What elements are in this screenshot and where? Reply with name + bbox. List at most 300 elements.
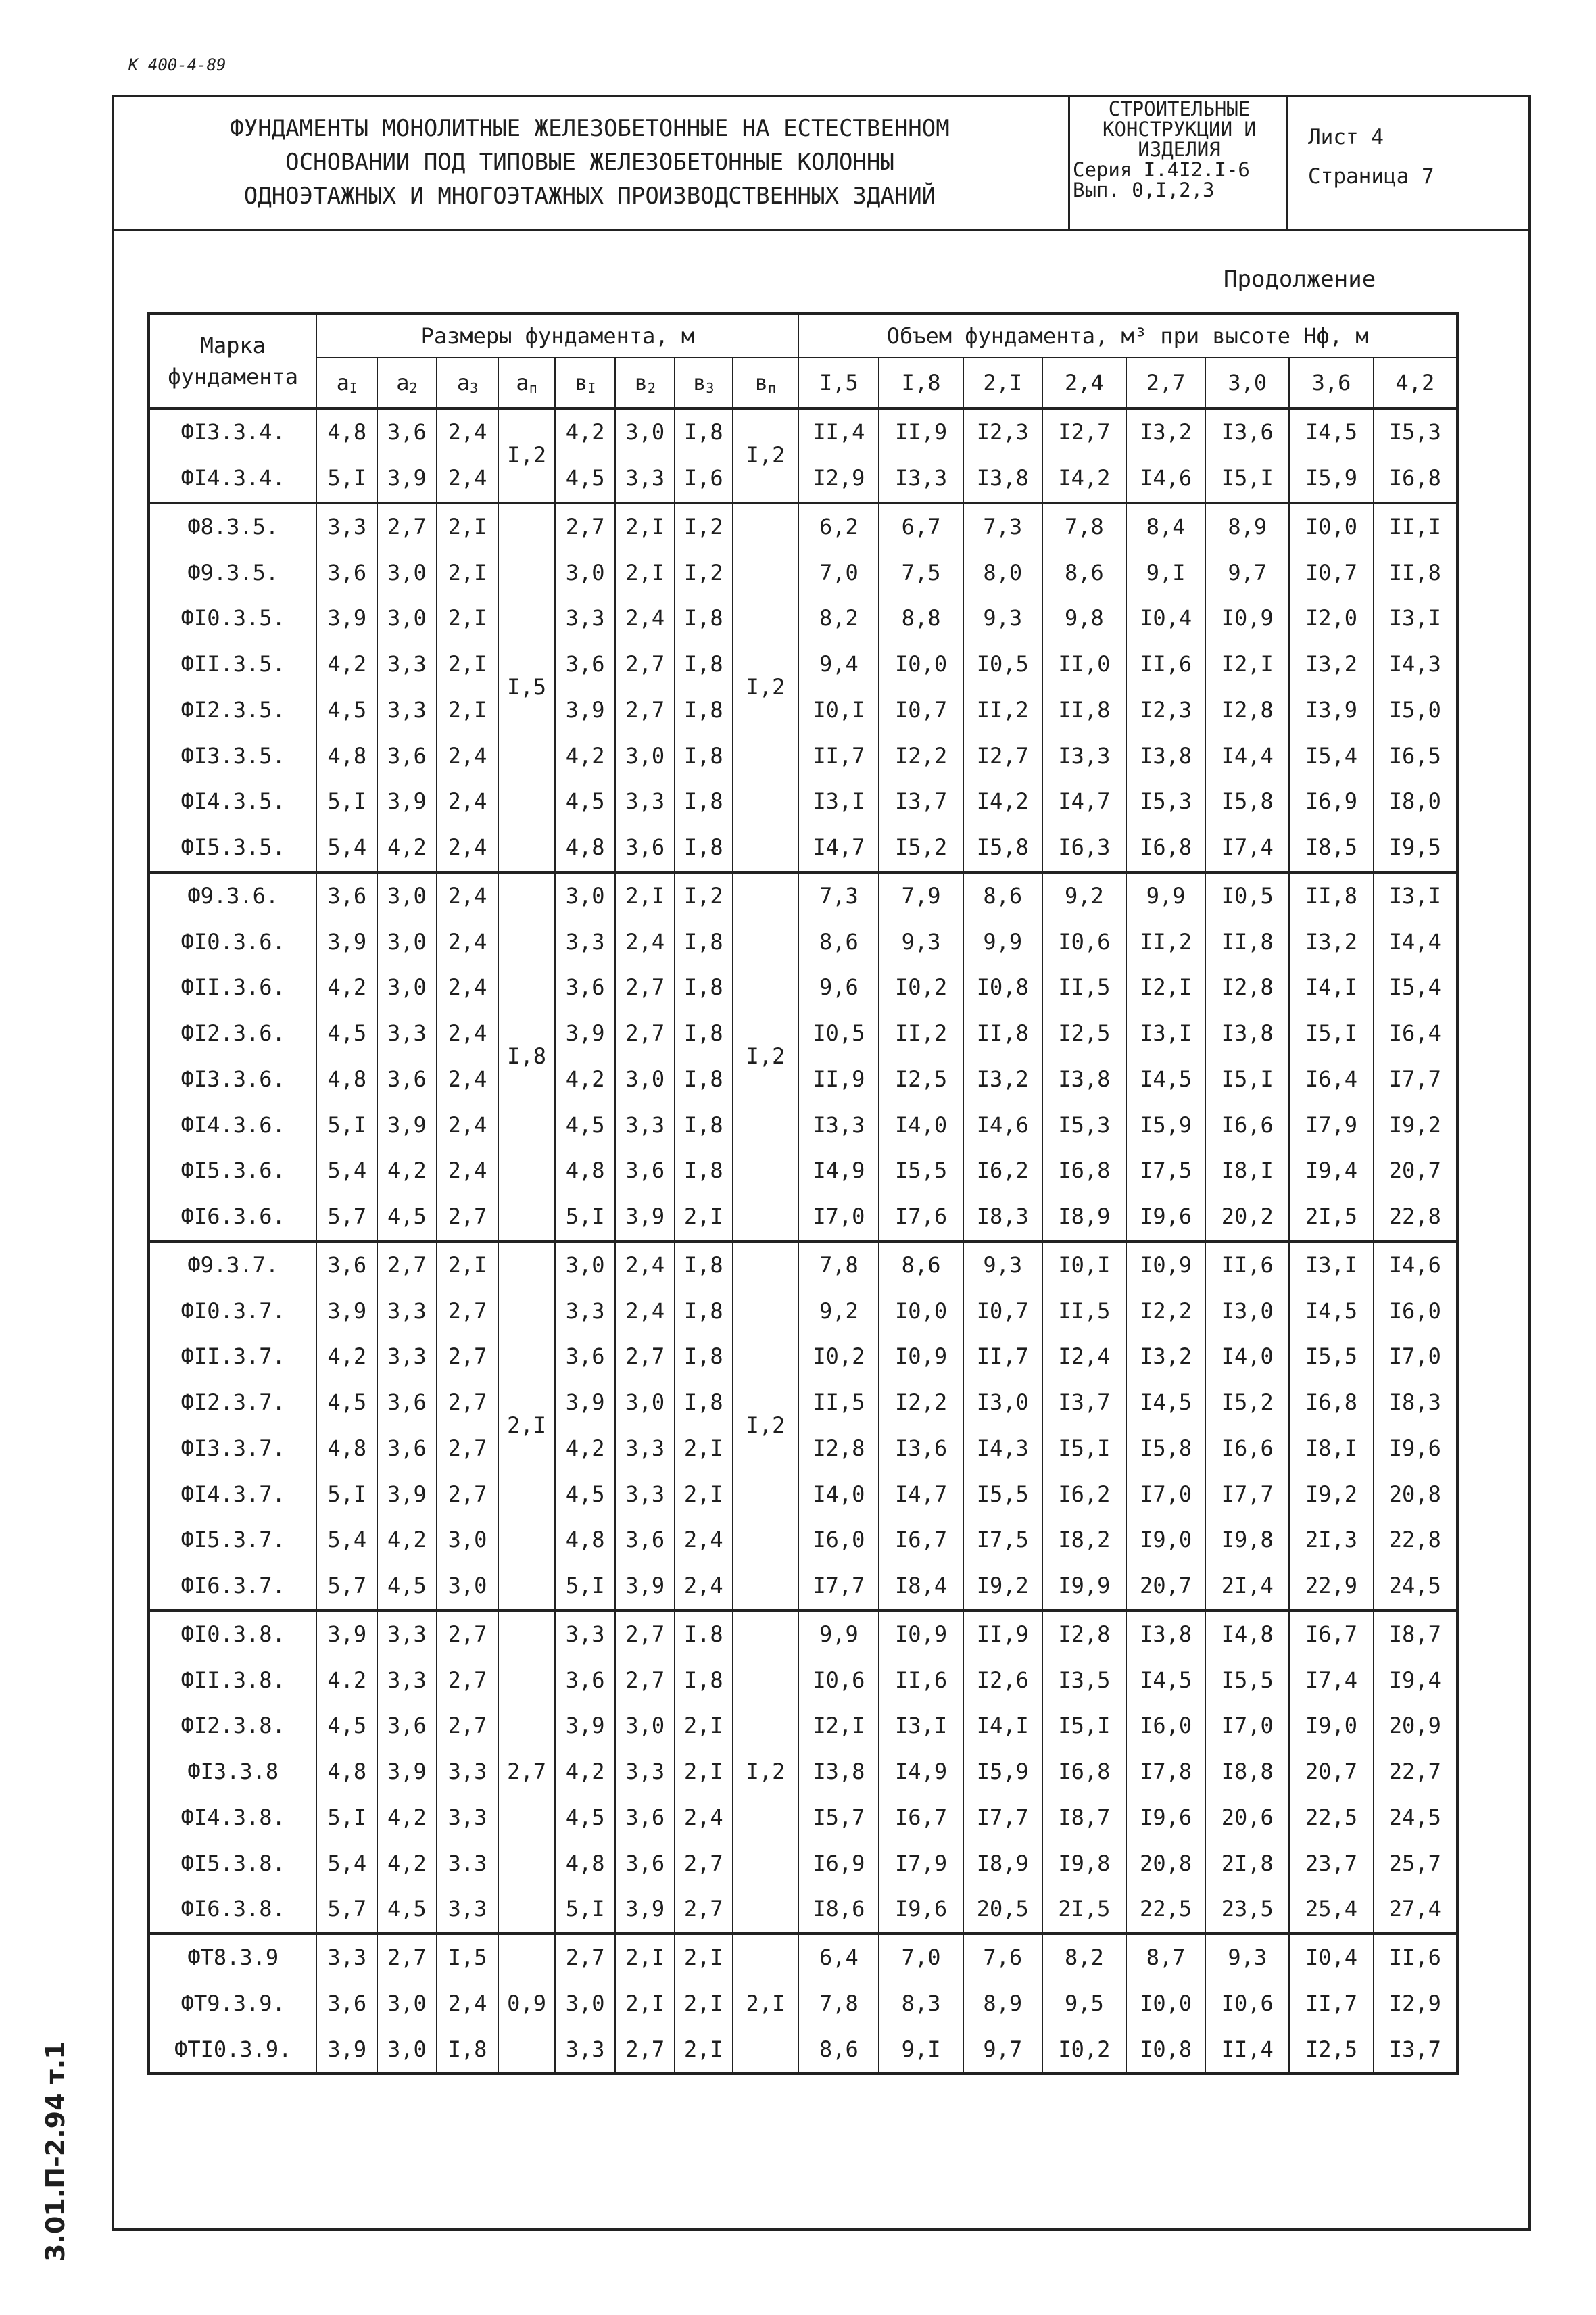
b3-cell: I,8 — [675, 1380, 733, 1426]
volume-cell: I5,9 — [1126, 1102, 1205, 1148]
volume-cell: I6,0 — [1374, 1288, 1457, 1334]
a3-cell: 3,0 — [437, 1563, 499, 1610]
volume-cell: I6,7 — [1289, 1610, 1373, 1658]
volume-cell: I6,3 — [1042, 825, 1126, 872]
volume-cell: I4,6 — [963, 1102, 1042, 1148]
volume-cell: I3,I — [798, 779, 879, 825]
b2-cell: 2,I — [615, 503, 675, 550]
volume-cell: I7,5 — [1126, 1148, 1205, 1194]
volume-cell: 9,8 — [1042, 596, 1126, 642]
a1-cell: 3,9 — [316, 919, 377, 965]
table-row — [149, 1380, 1457, 1426]
b2-cell: 2,7 — [615, 1610, 675, 1658]
mark-cell: ФI5.3.7. — [149, 1517, 316, 1563]
mark-cell: ФI0.3.6. — [149, 919, 316, 965]
b1-cell: 3,6 — [555, 642, 616, 688]
height-col-header: 3,0 — [1205, 358, 1289, 408]
volume-cell: I4,3 — [1374, 642, 1457, 688]
volume-cell: I9,2 — [1374, 1102, 1457, 1148]
volume-cell: I6,4 — [1374, 1011, 1457, 1057]
volume-cell: 8,6 — [1042, 550, 1126, 596]
a2-cell: 4,5 — [377, 1563, 437, 1610]
a2-cell: 3,0 — [377, 919, 437, 965]
a1-cell: 3,3 — [316, 503, 377, 550]
a1-cell: 4,2 — [316, 1334, 377, 1380]
volume-cell: I5,5 — [1289, 1334, 1373, 1380]
ap-cell: 0,9 — [498, 1934, 555, 2074]
table-row — [149, 1241, 1457, 1289]
mark-cell: ФI4.3.7. — [149, 1471, 316, 1517]
volume-cell: I6,6 — [1205, 1426, 1289, 1472]
b1-cell: 4,2 — [555, 733, 616, 779]
volume-cell: I2,6 — [963, 1657, 1042, 1703]
volume-cell: 20,8 — [1374, 1471, 1457, 1517]
volume-cell: I0,8 — [1126, 2026, 1205, 2074]
volume-cell: 7,9 — [879, 872, 963, 920]
volume-cell: 24,5 — [1374, 1563, 1457, 1610]
volume-cell: 8,6 — [798, 2026, 879, 2074]
volume-cell: 6,2 — [798, 503, 879, 550]
height-col-header: 3,6 — [1289, 358, 1373, 408]
table-row — [149, 1840, 1457, 1886]
b3-cell: I,8 — [675, 1148, 733, 1194]
b1-cell: 5,I — [555, 1563, 616, 1610]
mark-cell: ФI5.3.5. — [149, 825, 316, 872]
mark-cell: ФII.3.6. — [149, 965, 316, 1011]
b1-cell: 3,3 — [555, 1288, 616, 1334]
a2-cell: 3,3 — [377, 1657, 437, 1703]
a1-cell: 4,8 — [316, 1057, 377, 1103]
mark-cell: ФI4.3.4. — [149, 456, 316, 503]
volume-cell: I6,8 — [1374, 456, 1457, 503]
volume-cell: II,5 — [798, 1380, 879, 1426]
b2-cell: 3,3 — [615, 456, 675, 503]
b1-cell: 3,0 — [555, 1241, 616, 1289]
volume-cell: I3,7 — [879, 779, 963, 825]
volume-cell: I7,7 — [963, 1795, 1042, 1841]
b1-cell: 4,5 — [555, 456, 616, 503]
volume-cell: I5,8 — [1205, 779, 1289, 825]
volume-cell: 7,3 — [798, 872, 879, 920]
volume-cell: I0,9 — [1126, 1241, 1205, 1289]
volume-cell: II,8 — [1374, 550, 1457, 596]
volume-cell: I7,9 — [879, 1840, 963, 1886]
b2-cell: 2,7 — [615, 2026, 675, 2074]
a1-cell: 4,5 — [316, 1380, 377, 1426]
volume-cell: I4,5 — [1289, 1288, 1373, 1334]
volume-cell: 20,7 — [1289, 1749, 1373, 1795]
volume-cell: I9,6 — [1126, 1194, 1205, 1241]
volume-cell: 7,6 — [963, 1934, 1042, 1981]
volume-cell: 25,7 — [1374, 1840, 1457, 1886]
title-line: ОСНОВАНИИ ПОД ТИПОВЫЕ ЖЕЛЕЗОБЕТОННЫЕ КОЛОННЫ — [285, 148, 894, 176]
volume-cell: II,8 — [1042, 688, 1126, 734]
volume-cell: I3,8 — [963, 456, 1042, 503]
header-volume: Объем фундамента, м³ при высоте Нф, м — [798, 314, 1457, 358]
volume-cell: 20,2 — [1205, 1194, 1289, 1241]
volume-cell: I5,5 — [963, 1471, 1042, 1517]
volume-cell: 9,4 — [798, 642, 879, 688]
header-dimensions: Размеры фундамента, м — [316, 314, 798, 358]
a3-cell: 2,7 — [437, 1657, 499, 1703]
a3-cell: 2,4 — [437, 408, 499, 456]
b3-cell: 2,I — [675, 1194, 733, 1241]
b1-cell: 4,8 — [555, 1517, 616, 1563]
b2-cell: 3,9 — [615, 1563, 675, 1610]
mark-cell: ФI2.3.5. — [149, 688, 316, 734]
volume-cell: II,6 — [1205, 1241, 1289, 1289]
table-row — [149, 1749, 1457, 1795]
volume-cell: 9,2 — [798, 1288, 879, 1334]
volume-cell: I7,0 — [1205, 1703, 1289, 1749]
volume-cell: I5,5 — [879, 1148, 963, 1194]
volume-cell: I8,8 — [1205, 1749, 1289, 1795]
volume-cell: I0,2 — [879, 965, 963, 1011]
volume-cell: I3,6 — [879, 1426, 963, 1472]
b1-cell: 3,3 — [555, 919, 616, 965]
volume-cell: I4,3 — [963, 1426, 1042, 1472]
volume-cell: 23,5 — [1205, 1886, 1289, 1934]
volume-cell: II,7 — [963, 1334, 1042, 1380]
volume-cell: I0,9 — [879, 1610, 963, 1658]
volume-cell: I5,0 — [1374, 688, 1457, 734]
mark-cell: Ф9.3.5. — [149, 550, 316, 596]
b1-cell: 4,2 — [555, 1749, 616, 1795]
volume-cell: I3,6 — [1205, 408, 1289, 456]
volume-cell: 8,8 — [879, 596, 963, 642]
a1-cell: 5,I — [316, 779, 377, 825]
height-col-header: I,5 — [798, 358, 879, 408]
b2-cell: 2,I — [615, 1981, 675, 2027]
a1-cell: 3,6 — [316, 550, 377, 596]
a2-cell: 3,9 — [377, 1749, 437, 1795]
table-row — [149, 1934, 1457, 1981]
volume-cell: 8,9 — [963, 1981, 1042, 2027]
a1-cell: 5,4 — [316, 1517, 377, 1563]
volume-cell: 7,5 — [879, 550, 963, 596]
a2-cell: 3,0 — [377, 872, 437, 920]
volume-cell: I4,0 — [1205, 1334, 1289, 1380]
a2-cell: 2,7 — [377, 503, 437, 550]
volume-cell: I3,9 — [1289, 688, 1373, 734]
b1-cell: 4,5 — [555, 779, 616, 825]
volume-cell: 9,9 — [963, 919, 1042, 965]
header-mark: Марка фундамента — [149, 314, 316, 408]
volume-cell: II,6 — [1126, 642, 1205, 688]
volume-cell: I3,8 — [1205, 1011, 1289, 1057]
volume-cell: I0,I — [1042, 1241, 1126, 1289]
b1-cell: 3,3 — [555, 596, 616, 642]
volume-cell: 20,5 — [963, 1886, 1042, 1934]
volume-cell: I4,5 — [1126, 1380, 1205, 1426]
volume-cell: 9,2 — [1042, 872, 1126, 920]
volume-cell: I2,I — [1126, 965, 1205, 1011]
a3-cell: 2,I — [437, 688, 499, 734]
a1-cell: 3,6 — [316, 1241, 377, 1289]
b3-cell: I,8 — [675, 1057, 733, 1103]
volume-cell: I9,0 — [1126, 1517, 1205, 1563]
b2-cell: 2,4 — [615, 919, 675, 965]
volume-cell: I0,9 — [879, 1334, 963, 1380]
b1-cell: 4,8 — [555, 1148, 616, 1194]
a3-cell: 2,7 — [437, 1334, 499, 1380]
table-row — [149, 1563, 1457, 1610]
volume-cell: I9,0 — [1289, 1703, 1373, 1749]
volume-cell: I0,I — [798, 688, 879, 734]
volume-cell: I3,3 — [1042, 733, 1126, 779]
b1-cell: 3,9 — [555, 1380, 616, 1426]
a2-cell: 3,0 — [377, 1981, 437, 2027]
volume-cell: I4,6 — [1374, 1241, 1457, 1289]
bp-cell: I,2 — [733, 1241, 799, 1610]
ap-cell: I,8 — [498, 872, 555, 1241]
b3-cell: I,8 — [675, 1657, 733, 1703]
volume-cell: 8,6 — [963, 872, 1042, 920]
b1-cell: 2,7 — [555, 503, 616, 550]
height-col-header: 2,7 — [1126, 358, 1205, 408]
b3-cell: 2,7 — [675, 1886, 733, 1934]
volume-cell: I2,8 — [1042, 1610, 1126, 1658]
a3-cell: 2,4 — [437, 1057, 499, 1103]
volume-cell: I5,4 — [1289, 733, 1373, 779]
a1-cell: 3,3 — [316, 1934, 377, 1981]
volume-cell: 22,5 — [1289, 1795, 1373, 1841]
a1-cell: 5,I — [316, 1795, 377, 1841]
volume-cell: I3,2 — [1126, 408, 1205, 456]
a3-cell: 2,7 — [437, 1471, 499, 1517]
b3-cell: 2,I — [675, 1426, 733, 1472]
volume-cell: 20,7 — [1126, 1563, 1205, 1610]
a2-cell: 3,3 — [377, 688, 437, 734]
a2-cell: 3,6 — [377, 733, 437, 779]
dim-col-header: $a_I$ — [316, 358, 377, 408]
table-row — [149, 1981, 1457, 2027]
b3-cell: I,8 — [675, 1241, 733, 1289]
a1-cell: 5,4 — [316, 1148, 377, 1194]
b1-cell: 3,0 — [555, 550, 616, 596]
a1-cell: 5,4 — [316, 1840, 377, 1886]
volume-cell: 23,7 — [1289, 1840, 1373, 1886]
volume-cell: I2,I — [1205, 642, 1289, 688]
a1-cell: 3,6 — [316, 872, 377, 920]
a2-cell: 4,2 — [377, 1517, 437, 1563]
volume-cell: I4,2 — [1042, 456, 1126, 503]
volume-cell: 8,0 — [963, 550, 1042, 596]
table-row — [149, 1057, 1457, 1103]
volume-cell: I6,0 — [798, 1517, 879, 1563]
volume-cell: I8,6 — [798, 1886, 879, 1934]
b3-cell: 2,4 — [675, 1517, 733, 1563]
table-row — [149, 733, 1457, 779]
volume-cell: I8,5 — [1289, 825, 1373, 872]
volume-cell: 9,7 — [963, 2026, 1042, 2074]
b3-cell: 2,I — [675, 1934, 733, 1981]
table-row — [149, 1102, 1457, 1148]
ap-cell: I,5 — [498, 503, 555, 872]
mark-cell: ФI4.3.8. — [149, 1795, 316, 1841]
a2-cell: 3,6 — [377, 408, 437, 456]
volume-cell: 8,6 — [798, 919, 879, 965]
b3-cell: I,2 — [675, 550, 733, 596]
volume-cell: 22,8 — [1374, 1194, 1457, 1241]
a3-cell: 2,4 — [437, 965, 499, 1011]
volume-cell: I5,4 — [1374, 965, 1457, 1011]
volume-cell: I6,7 — [879, 1795, 963, 1841]
volume-cell: I3,0 — [963, 1380, 1042, 1426]
a3-cell: I,8 — [437, 2026, 499, 2074]
volume-cell: 20,8 — [1126, 1840, 1205, 1886]
a2-cell: 2,7 — [377, 1241, 437, 1289]
volume-cell: I2,8 — [1205, 965, 1289, 1011]
a2-cell: 3,3 — [377, 1011, 437, 1057]
volume-cell: I8,I — [1289, 1426, 1373, 1472]
table-row — [149, 596, 1457, 642]
b3-cell: I,8 — [675, 779, 733, 825]
b1-cell: 3,6 — [555, 965, 616, 1011]
volume-cell: 9,I — [1126, 550, 1205, 596]
volume-cell: 8,6 — [879, 1241, 963, 1289]
volume-cell: 9,3 — [963, 1241, 1042, 1289]
volume-cell: I0,4 — [1126, 596, 1205, 642]
volume-cell: I6,9 — [1289, 779, 1373, 825]
volume-cell: I3,I — [1126, 1011, 1205, 1057]
b2-cell: 2,7 — [615, 1334, 675, 1380]
volume-cell: 7,0 — [879, 1934, 963, 1981]
a1-cell: 3,9 — [316, 596, 377, 642]
volume-cell: I5,2 — [1205, 1380, 1289, 1426]
height-col-header: 4,2 — [1374, 358, 1457, 408]
a3-cell: I,5 — [437, 1934, 499, 1981]
volume-cell: I2,5 — [1289, 2026, 1373, 2074]
volume-cell: I5,2 — [879, 825, 963, 872]
volume-cell: 9,3 — [963, 596, 1042, 642]
volume-cell: I6,8 — [1126, 825, 1205, 872]
series-line: СТРОИТЕЛЬНЫЕ — [1108, 97, 1251, 120]
volume-cell: 9,7 — [1205, 550, 1289, 596]
mark-cell: ФII.3.5. — [149, 642, 316, 688]
document-reference: К 400-4-89 — [128, 55, 226, 74]
volume-cell: I4,2 — [963, 779, 1042, 825]
volume-cell: I3,2 — [1289, 642, 1373, 688]
a3-cell: 2,4 — [437, 1148, 499, 1194]
a1-cell: 4,5 — [316, 1011, 377, 1057]
table-row — [149, 408, 1457, 456]
b1-cell: 3,9 — [555, 1703, 616, 1749]
volume-cell: I2,9 — [798, 456, 879, 503]
volume-cell: I7,6 — [879, 1194, 963, 1241]
volume-cell: I0,4 — [1289, 1934, 1373, 1981]
a1-cell: 4,8 — [316, 1426, 377, 1472]
volume-cell: I0,0 — [879, 1288, 963, 1334]
a2-cell: 3,9 — [377, 1102, 437, 1148]
b3-cell: I,8 — [675, 688, 733, 734]
volume-cell: 8,2 — [798, 596, 879, 642]
table-row — [149, 1288, 1457, 1334]
volume-cell: I8,7 — [1042, 1795, 1126, 1841]
a3-cell: 2,7 — [437, 1610, 499, 1658]
b3-cell: I,8 — [675, 919, 733, 965]
mark-cell: ФТ9.3.9. — [149, 1981, 316, 2027]
mark-cell: ФI3.3.7. — [149, 1426, 316, 1472]
a3-cell: 2,7 — [437, 1380, 499, 1426]
volume-cell: I5,8 — [963, 825, 1042, 872]
volume-cell: I8,4 — [879, 1563, 963, 1610]
mark-cell: ФI3.3.4. — [149, 408, 316, 456]
volume-cell: I6,8 — [1042, 1749, 1126, 1795]
volume-cell: I4,I — [963, 1703, 1042, 1749]
volume-cell: 8,2 — [1042, 1934, 1126, 1981]
table-row — [149, 1334, 1457, 1380]
volume-cell: I5,5 — [1205, 1657, 1289, 1703]
a1-cell: 5,I — [316, 456, 377, 503]
b1-cell: 3,6 — [555, 1657, 616, 1703]
b3-cell: I,8 — [675, 825, 733, 872]
b3-cell: 2,I — [675, 1703, 733, 1749]
b3-cell: I,2 — [675, 872, 733, 920]
b1-cell: 4,2 — [555, 1426, 616, 1472]
series-line: КОНСТРУКЦИИ И — [1103, 118, 1256, 141]
volume-cell: I7,8 — [1126, 1749, 1205, 1795]
volume-cell: I9,6 — [1126, 1795, 1205, 1841]
b3-cell: 2,I — [675, 2026, 733, 2074]
a3-cell: 2,I — [437, 503, 499, 550]
a2-cell: 3,6 — [377, 1057, 437, 1103]
volume-cell: I3,7 — [1042, 1380, 1126, 1426]
a2-cell: 3,0 — [377, 2026, 437, 2074]
volume-cell: 7,8 — [798, 1981, 879, 2027]
mark-cell: Ф9.3.7. — [149, 1241, 316, 1289]
dim-col-header: $в_2$ — [615, 358, 675, 408]
volume-cell: I4,7 — [879, 1471, 963, 1517]
volume-cell: I0,7 — [879, 688, 963, 734]
table-row — [149, 1610, 1457, 1658]
volume-cell: I5,3 — [1042, 1102, 1126, 1148]
a1-cell: 5,I — [316, 1102, 377, 1148]
a1-cell: 5,4 — [316, 825, 377, 872]
bp-cell: I,2 — [733, 408, 799, 503]
a3-cell: 2,7 — [437, 1426, 499, 1472]
b2-cell: 3,3 — [615, 1471, 675, 1517]
volume-cell: I9,5 — [1374, 825, 1457, 872]
sheet-number: Лист 4 — [1308, 125, 1384, 149]
a1-cell: 3,6 — [316, 1981, 377, 2027]
bp-cell: I,2 — [733, 503, 799, 872]
volume-cell: 9,5 — [1042, 1981, 1126, 2027]
volume-cell: 9,9 — [798, 1610, 879, 1658]
volume-cell: II,9 — [879, 408, 963, 456]
volume-cell: I7,7 — [798, 1563, 879, 1610]
a2-cell: 4,5 — [377, 1194, 437, 1241]
a3-cell: 2,I — [437, 642, 499, 688]
b3-cell: I,8 — [675, 733, 733, 779]
volume-cell: II,6 — [1374, 1934, 1457, 1981]
volume-cell: II,6 — [879, 1657, 963, 1703]
volume-cell: I5,9 — [1289, 456, 1373, 503]
b2-cell: 3,9 — [615, 1886, 675, 1934]
volume-cell: I9,9 — [1042, 1563, 1126, 1610]
volume-cell: 2I,5 — [1042, 1886, 1126, 1934]
volume-cell: II,2 — [879, 1011, 963, 1057]
volume-cell: II,2 — [963, 688, 1042, 734]
volume-cell: I5,8 — [1126, 1426, 1205, 1472]
volume-cell: I2,2 — [879, 733, 963, 779]
a1-cell: 3,9 — [316, 1610, 377, 1658]
b3-cell: I,8 — [675, 408, 733, 456]
mark-cell: ФII.3.8. — [149, 1657, 316, 1703]
volume-cell: 27,4 — [1374, 1886, 1457, 1934]
a2-cell: 3,6 — [377, 1426, 437, 1472]
a2-cell: 3,3 — [377, 1610, 437, 1658]
